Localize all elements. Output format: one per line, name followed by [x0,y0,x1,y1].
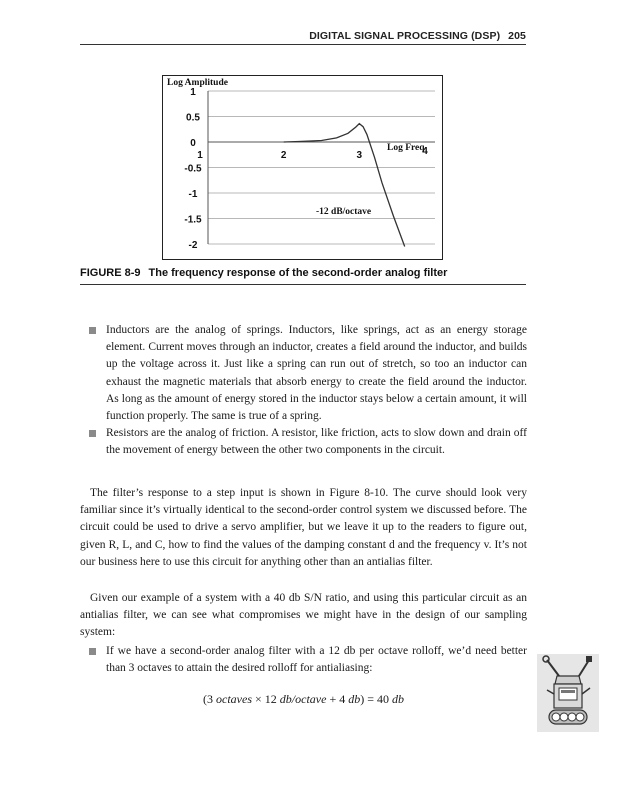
running-head-title: DIGITAL SIGNAL PROCESSING (DSP) [309,30,501,42]
eq-open: (3 [203,692,217,706]
figure-caption [80,267,526,279]
bullet-square-icon [89,327,96,334]
eq-op1: × 12 [252,692,280,706]
bullet-text: Resistors are the analog of friction. A resistor, like friction, acts to slow down and drain off the movement of energy between the other two components in the circuit. [106,427,527,457]
y-tick-label: 0.5 [186,112,200,124]
eq-close: ) = 40 [360,692,392,706]
frequency-response-chart [162,75,443,260]
list-item [80,322,527,425]
paragraph: Given our example of a system with a 40 db S/N ratio, and using this particular circuit as an antialias filter, we can see what compromises we might have in the design of our sampling system: [80,592,527,639]
caption-rule [80,284,526,285]
bullet-square-icon [89,430,96,437]
x-tick-label: 4 [422,146,428,157]
eq-term-db-octave: db/octave [279,692,327,706]
bullet-text: Inductors are the analog of springs. Inductors, like springs, act as an energy storage element. Current moves through an inductor, creates a field around the inductor, and builds up the voltage across it. Just like a spring can run out of stretch, so too an inductor can exhaust the magnetic materials that absorb energy to create the field around the inductor. As long as the amount of energy stored in the inductor stays below a certain amount, it will function properly. The same is true of a spring. [106,324,527,423]
robot-margin-icon [537,654,599,732]
list-item [80,425,527,459]
y-axis-label: Log Amplitude [167,78,228,88]
slope-annotation: -12 dB/octave [316,206,372,217]
x-tick-label: 3 [356,150,363,161]
running-head [80,30,526,42]
y-tick-label: -2 [188,240,198,251]
eq-term-db-result: db [391,692,404,706]
x-tick-label: 2 [280,150,287,161]
figure-caption-text: The frequency response of the second-order analog filter [148,267,448,279]
eq-term-octaves: octaves [216,692,252,706]
bullet-list-2 [80,643,527,677]
y-tick-label: -1 [188,189,198,200]
y-tick-label: 1 [190,87,196,98]
paragraph: The filter’s response to a step input is shown in Figure 8-10. The curve should look very familiar since it’s virtually identical to the second-order control system we discussed before. The circuit could be used to drive a servo amplifier, but we leave it up to the readers to figure out, given R, L, and C, how to find the values of the damping constant d and the frequency v. It’s not our business here to use this circuit for anything other than an antialias filter. [80,487,527,568]
eq-term-db: db [348,692,361,706]
y-tick-label: -0.5 [184,163,202,175]
bullet-text: If we have a second-order analog filter with a 12 db per octave rolloff, we’d need better than 3 octaves to attain the desired rolloff for antialiasing: [106,645,527,675]
list-item [80,643,527,677]
x-tick-label: 1 [197,150,203,161]
header-rule [80,44,526,45]
chart-svg [163,76,442,259]
equation [80,692,527,707]
bullet-square-icon [89,648,96,655]
page-number: 205 [508,30,526,42]
y-tick-label: 0 [190,138,196,149]
figure-label: FIGURE 8-9 [80,267,141,279]
y-tick-label: -1.5 [184,214,202,226]
bullet-list [80,322,527,460]
x-axis-label: Log Freq [387,143,425,153]
eq-op2: + 4 [326,692,349,706]
